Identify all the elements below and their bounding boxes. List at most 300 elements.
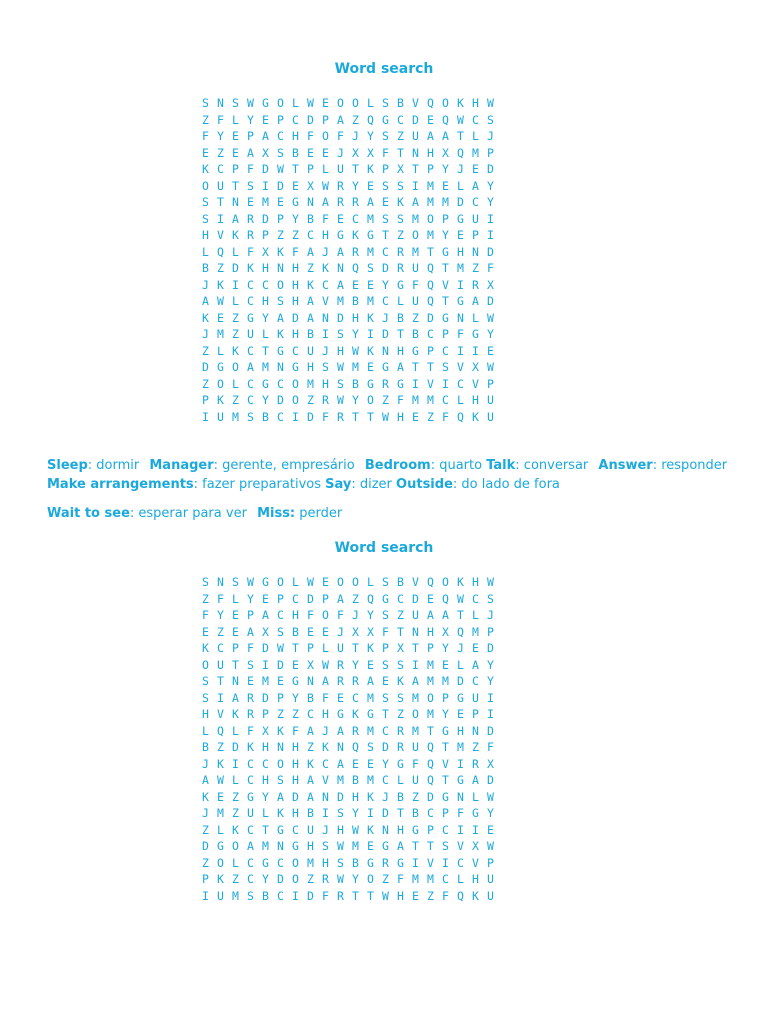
grid-letter: S <box>382 129 389 143</box>
grid-letter: N <box>472 244 479 259</box>
grid-letter: F <box>487 740 494 754</box>
grid-letter: T <box>352 888 359 903</box>
grid-letter: V <box>322 773 329 787</box>
grid-letter: Y <box>352 393 359 407</box>
grid-letter: T <box>352 409 359 424</box>
grid-row <box>198 739 498 756</box>
grid-letter: Z <box>202 343 209 358</box>
grid-row <box>198 591 498 608</box>
grid-letter: S <box>202 690 209 705</box>
grid-letter: O <box>427 690 434 705</box>
grid-letter: F <box>382 624 389 639</box>
grid-letter: S <box>337 327 344 341</box>
grid-letter: T <box>367 888 374 903</box>
grid-letter: U <box>487 409 494 424</box>
vocabulary-list <box>47 456 737 494</box>
grid-letter: A <box>427 608 434 622</box>
grid-letter: B <box>307 806 314 820</box>
grid-letter: K <box>277 723 284 738</box>
grid-letter: H <box>307 360 314 374</box>
grid-letter: B <box>262 888 269 903</box>
grid-letter: I <box>202 888 209 903</box>
grid-letter: G <box>367 228 374 242</box>
grid-letter: Z <box>352 591 359 606</box>
grid-letter: F <box>397 393 404 407</box>
grid-letter: Y <box>292 211 299 226</box>
grid-letter: B <box>307 211 314 226</box>
grid-letter: K <box>367 822 374 837</box>
grid-letter: T <box>292 641 299 655</box>
grid-letter: M <box>457 261 464 275</box>
grid-letter: M <box>427 657 434 672</box>
grid-letter: H <box>457 244 464 259</box>
grid-letter: V <box>217 707 224 721</box>
vocab-term: Miss: <box>257 506 296 521</box>
grid-letter: V <box>472 855 479 870</box>
grid-letter: Z <box>397 228 404 242</box>
grid-row <box>198 227 498 244</box>
grid-letter: P <box>277 591 284 606</box>
grid-letter: K <box>457 575 464 589</box>
vocab-item-wait-to-see <box>47 506 247 521</box>
grid-letter: X <box>262 723 269 738</box>
grid-letter: Z <box>202 376 209 391</box>
grid-letter: M <box>262 674 269 688</box>
grid-letter: B <box>397 789 404 804</box>
grid-letter: O <box>367 872 374 886</box>
grid-letter: T <box>412 360 419 374</box>
grid-letter: E <box>277 674 284 688</box>
grid-letter: H <box>337 822 344 837</box>
grid-letter: D <box>427 789 434 804</box>
grid-letter: C <box>457 376 464 391</box>
grid-row <box>198 343 498 360</box>
grid-letter: L <box>457 657 464 672</box>
vocab-translation: : responder <box>652 458 728 473</box>
grid-letter: T <box>427 244 434 259</box>
grid-letter: Q <box>427 740 434 754</box>
grid-letter: A <box>442 608 449 622</box>
grid-letter: G <box>442 723 449 738</box>
grid-letter: G <box>442 310 449 325</box>
grid-letter: K <box>352 228 359 242</box>
grid-letter: S <box>382 96 389 110</box>
grid-letter: K <box>232 822 239 837</box>
grid-letter: T <box>232 657 239 672</box>
grid-letter: G <box>217 839 224 853</box>
vocab-translation: : do lado de fora <box>452 477 560 492</box>
grid-letter: X <box>472 839 479 853</box>
grid-letter: M <box>457 740 464 754</box>
grid-letter: L <box>367 575 374 589</box>
grid-letter: A <box>202 773 209 787</box>
grid-letter: X <box>442 624 449 639</box>
grid-letter: K <box>202 641 209 655</box>
grid-letter: K <box>367 310 374 325</box>
grid-letter: K <box>217 756 224 771</box>
grid-letter: C <box>472 591 479 606</box>
grid-letter: H <box>292 806 299 820</box>
grid-letter: I <box>412 376 419 391</box>
grid-letter: C <box>292 112 299 127</box>
grid-letter: K <box>352 707 359 721</box>
grid-letter: Q <box>217 244 224 259</box>
grid-letter: W <box>337 360 344 374</box>
grid-letter: T <box>412 162 419 176</box>
grid-letter: U <box>247 327 254 341</box>
grid-letter: N <box>277 261 284 275</box>
grid-letter: W <box>322 178 329 193</box>
grid-letter: W <box>352 822 359 837</box>
grid-letter: E <box>322 624 329 639</box>
grid-letter: E <box>367 756 374 771</box>
grid-letter: G <box>382 591 389 606</box>
grid-letter: F <box>322 690 329 705</box>
grid-letter: D <box>487 723 494 738</box>
grid-row <box>198 838 498 855</box>
grid-letter: Z <box>307 740 314 754</box>
grid-letter: E <box>412 888 419 903</box>
grid-letter: S <box>442 839 449 853</box>
grid-letter: E <box>472 162 479 176</box>
grid-letter: R <box>352 195 359 209</box>
grid-letter: L <box>472 310 479 325</box>
grid-letter: E <box>232 608 239 622</box>
grid-letter: Y <box>247 112 254 127</box>
grid-letter: A <box>472 773 479 787</box>
grid-letter: H <box>397 822 404 837</box>
grid-letter: I <box>367 806 374 820</box>
grid-letter: L <box>232 855 239 870</box>
grid-letter: C <box>247 393 254 407</box>
grid-letter: S <box>397 657 404 672</box>
grid-letter: F <box>247 641 254 655</box>
grid-letter: Z <box>397 707 404 721</box>
grid-letter: W <box>307 96 314 110</box>
grid-letter: M <box>427 674 434 688</box>
grid-letter: W <box>322 657 329 672</box>
vocab-translation: : gerente, empresário <box>213 458 355 473</box>
grid-letter: E <box>442 178 449 193</box>
grid-letter: M <box>427 228 434 242</box>
grid-letter: G <box>262 96 269 110</box>
grid-letter: E <box>322 96 329 110</box>
grid-letter: M <box>412 872 419 886</box>
grid-letter: Z <box>412 310 419 325</box>
grid-row <box>198 756 498 773</box>
grid-letter: U <box>472 211 479 226</box>
grid-row <box>198 95 498 112</box>
grid-letter: V <box>217 228 224 242</box>
grid-letter: Z <box>277 707 284 721</box>
grid-letter: Y <box>487 657 494 672</box>
grid-letter: N <box>457 310 464 325</box>
grid-letter: E <box>202 624 209 639</box>
grid-letter: E <box>367 277 374 292</box>
grid-letter: J <box>457 641 464 655</box>
grid-letter: B <box>352 855 359 870</box>
grid-letter: I <box>472 343 479 358</box>
grid-letter: T <box>217 674 224 688</box>
grid-letter: P <box>472 228 479 242</box>
grid-letter: T <box>457 608 464 622</box>
grid-letter: V <box>322 294 329 308</box>
grid-letter: C <box>292 343 299 358</box>
grid-letter: B <box>412 806 419 820</box>
grid-letter: F <box>292 244 299 259</box>
grid-letter: C <box>262 756 269 771</box>
grid-letter: R <box>352 244 359 259</box>
grid-letter: B <box>292 624 299 639</box>
grid-letter: E <box>352 277 359 292</box>
grid-letter: O <box>442 96 449 110</box>
grid-letter: B <box>307 327 314 341</box>
vocab-term: Manager <box>149 458 214 473</box>
grid-letter: Q <box>442 112 449 127</box>
vocab-item-bedroom <box>365 458 482 473</box>
vocab-term: Say <box>325 477 352 492</box>
grid-letter: Z <box>232 393 239 407</box>
grid-letter: Z <box>397 129 404 143</box>
grid-letter: G <box>382 112 389 127</box>
grid-letter: E <box>202 145 209 160</box>
grid-letter: T <box>427 360 434 374</box>
grid-letter: A <box>367 195 374 209</box>
grid-letter: B <box>397 575 404 589</box>
grid-letter: J <box>322 822 329 837</box>
grid-letter: Q <box>367 112 374 127</box>
grid-letter: I <box>487 707 494 721</box>
grid-letter: U <box>412 129 419 143</box>
grid-letter: T <box>352 641 359 655</box>
grid-letter: O <box>202 178 209 193</box>
grid-letter: I <box>202 409 209 424</box>
word-search-grid-copy <box>198 574 498 904</box>
grid-row <box>198 706 498 723</box>
grid-letter: Y <box>442 641 449 655</box>
grid-letter: K <box>217 872 224 886</box>
grid-letter: H <box>397 409 404 424</box>
grid-row <box>198 640 498 657</box>
grid-letter: G <box>262 855 269 870</box>
grid-letter: F <box>247 244 254 259</box>
grid-letter: G <box>262 575 269 589</box>
grid-row <box>198 359 498 376</box>
grid-letter: X <box>472 360 479 374</box>
vocab-item-answer <box>598 458 727 473</box>
grid-row <box>198 194 498 211</box>
grid-letter: Y <box>487 674 494 688</box>
grid-letter: Z <box>202 855 209 870</box>
grid-letter: H <box>262 294 269 308</box>
grid-letter: Z <box>217 624 224 639</box>
grid-letter: N <box>412 145 419 160</box>
grid-letter: G <box>457 773 464 787</box>
grid-letter: Z <box>307 393 314 407</box>
grid-letter: E <box>322 575 329 589</box>
grid-row <box>198 723 498 740</box>
grid-letter: A <box>397 360 404 374</box>
grid-row <box>198 871 498 888</box>
grid-letter: C <box>247 277 254 292</box>
grid-letter: H <box>292 756 299 771</box>
grid-letter: P <box>487 145 494 160</box>
grid-letter: E <box>277 195 284 209</box>
grid-letter: S <box>337 855 344 870</box>
grid-letter: S <box>442 360 449 374</box>
grid-letter: O <box>277 277 284 292</box>
grid-letter: D <box>277 657 284 672</box>
vocab-item-miss <box>257 506 342 521</box>
grid-letter: D <box>427 310 434 325</box>
grid-letter: C <box>262 277 269 292</box>
grid-letter: G <box>457 690 464 705</box>
grid-letter: S <box>202 96 209 110</box>
vocab-term: Sleep <box>47 458 88 473</box>
grid-letter: D <box>487 773 494 787</box>
grid-letter: R <box>247 690 254 705</box>
vocab-translation: perder <box>295 506 343 521</box>
grid-letter: F <box>457 327 464 341</box>
grid-letter: M <box>307 376 314 391</box>
grid-letter: E <box>442 657 449 672</box>
grid-letter: G <box>367 707 374 721</box>
grid-letter: T <box>262 822 269 837</box>
grid-letter: B <box>397 96 404 110</box>
grid-letter: P <box>322 591 329 606</box>
grid-letter: T <box>397 327 404 341</box>
grid-row <box>198 772 498 789</box>
grid-letter: L <box>472 129 479 143</box>
grid-letter: C <box>307 707 314 721</box>
grid-letter: S <box>277 773 284 787</box>
grid-letter: E <box>307 145 314 160</box>
vocab-translation: : esperar para ver <box>129 506 247 521</box>
grid-letter: W <box>337 393 344 407</box>
grid-letter: K <box>322 740 329 754</box>
grid-row <box>198 145 498 162</box>
grid-letter: J <box>202 806 209 820</box>
grid-letter: O <box>292 393 299 407</box>
grid-letter: C <box>247 872 254 886</box>
grid-letter: S <box>247 409 254 424</box>
grid-letter: I <box>457 822 464 837</box>
grid-letter: G <box>337 707 344 721</box>
grid-letter: C <box>472 112 479 127</box>
grid-letter: O <box>232 360 239 374</box>
grid-letter: C <box>382 773 389 787</box>
grid-letter: T <box>382 228 389 242</box>
grid-letter: A <box>322 195 329 209</box>
grid-letter: T <box>262 343 269 358</box>
grid-letter: L <box>397 294 404 308</box>
grid-letter: S <box>202 674 209 688</box>
grid-letter: G <box>367 855 374 870</box>
grid-letter: O <box>412 707 419 721</box>
grid-letter: X <box>367 624 374 639</box>
grid-letter: A <box>232 690 239 705</box>
grid-letter: M <box>232 888 239 903</box>
grid-letter: M <box>367 690 374 705</box>
grid-letter: Z <box>292 707 299 721</box>
grid-letter: K <box>367 641 374 655</box>
grid-letter: Z <box>217 145 224 160</box>
grid-letter: N <box>277 360 284 374</box>
grid-letter: U <box>412 740 419 754</box>
grid-letter: T <box>217 195 224 209</box>
grid-letter: I <box>442 855 449 870</box>
grid-letter: L <box>322 162 329 176</box>
grid-letter: Y <box>217 608 224 622</box>
grid-letter: L <box>232 294 239 308</box>
grid-letter: I <box>292 888 299 903</box>
grid-letter: A <box>322 674 329 688</box>
grid-letter: E <box>457 707 464 721</box>
grid-letter: S <box>382 211 389 226</box>
grid-letter: L <box>232 723 239 738</box>
grid-letter: A <box>337 723 344 738</box>
grid-letter: R <box>352 674 359 688</box>
grid-letter: T <box>457 129 464 143</box>
grid-letter: G <box>262 376 269 391</box>
grid-letter: K <box>472 888 479 903</box>
grid-letter: F <box>247 723 254 738</box>
grid-letter: F <box>457 806 464 820</box>
grid-letter: H <box>292 608 299 622</box>
grid-letter: T <box>397 806 404 820</box>
grid-letter: C <box>247 294 254 308</box>
grid-letter: C <box>217 162 224 176</box>
grid-letter: L <box>232 773 239 787</box>
grid-letter: U <box>217 657 224 672</box>
grid-letter: H <box>472 96 479 110</box>
grid-letter: B <box>262 409 269 424</box>
grid-letter: H <box>472 393 479 407</box>
grid-letter: P <box>277 211 284 226</box>
grid-letter: E <box>247 674 254 688</box>
word-search-title-copy: Word search <box>334 540 434 556</box>
grid-letter: D <box>277 872 284 886</box>
grid-letter: S <box>382 178 389 193</box>
grid-letter: A <box>472 657 479 672</box>
grid-row <box>198 822 498 839</box>
grid-row <box>198 607 498 624</box>
grid-letter: D <box>292 310 299 325</box>
grid-letter: L <box>232 376 239 391</box>
grid-letter: B <box>292 145 299 160</box>
grid-letter: E <box>232 624 239 639</box>
vocab-translation: : conversar <box>515 458 589 473</box>
grid-letter: H <box>427 624 434 639</box>
grid-letter: C <box>322 756 329 771</box>
grid-letter: M <box>232 409 239 424</box>
grid-letter: K <box>367 789 374 804</box>
grid-letter: O <box>217 376 224 391</box>
grid-letter: C <box>352 690 359 705</box>
grid-letter: W <box>337 839 344 853</box>
grid-letter: S <box>277 145 284 160</box>
grid-letter: F <box>292 723 299 738</box>
grid-letter: A <box>412 195 419 209</box>
grid-row <box>198 855 498 872</box>
grid-letter: K <box>277 244 284 259</box>
grid-letter: I <box>292 409 299 424</box>
grid-letter: M <box>412 393 419 407</box>
grid-letter: Z <box>217 740 224 754</box>
grid-row <box>198 409 498 426</box>
grid-letter: S <box>232 575 239 589</box>
grid-letter: S <box>337 806 344 820</box>
